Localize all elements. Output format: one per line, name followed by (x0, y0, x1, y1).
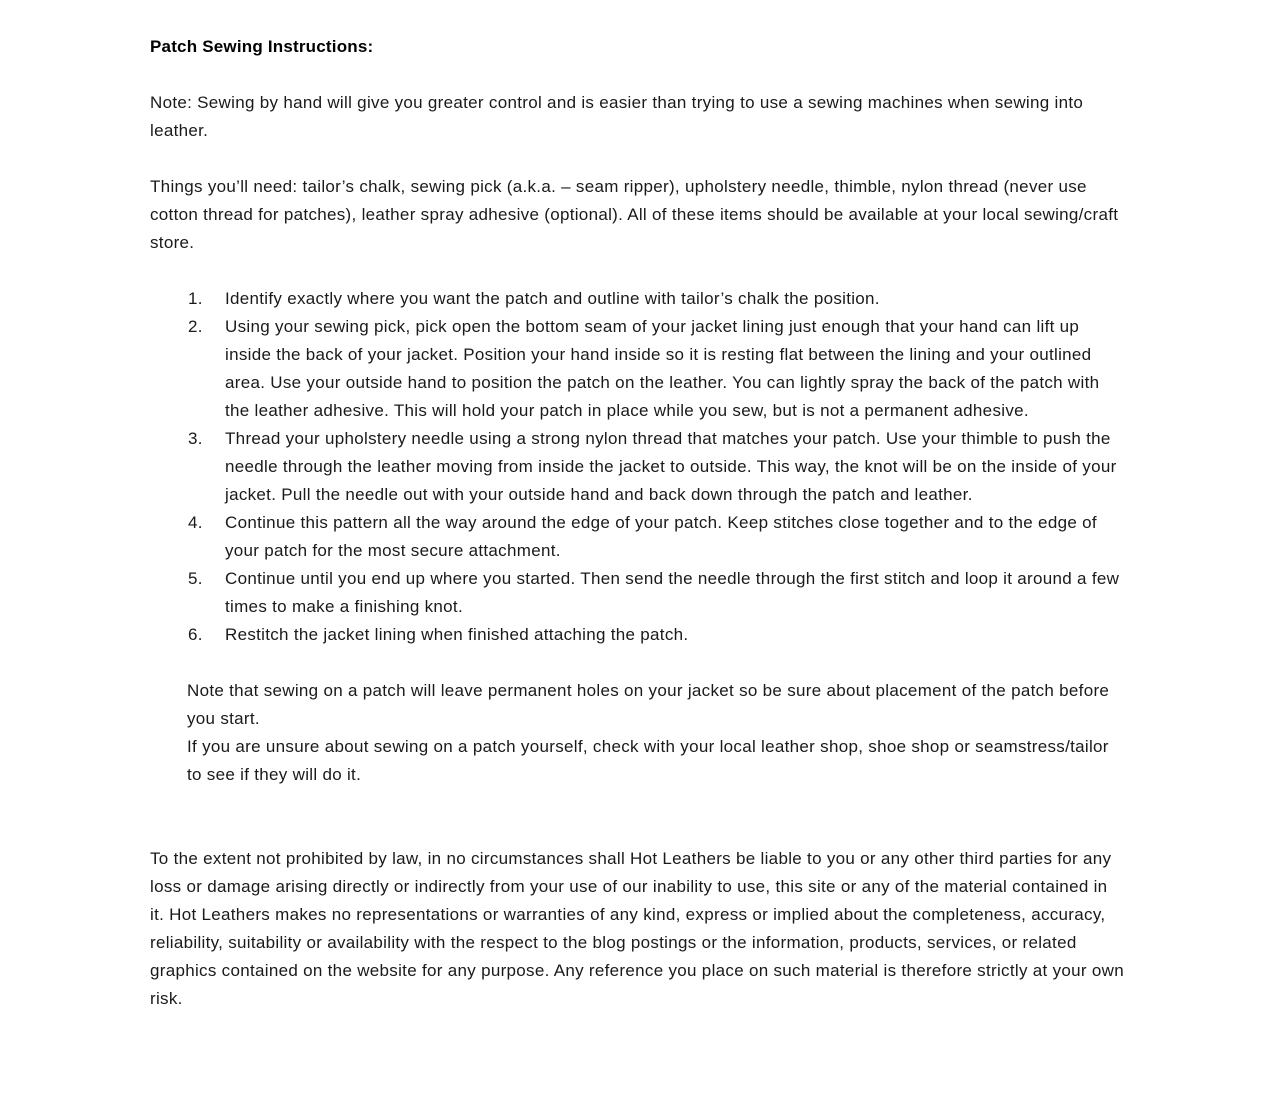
closing-notes-block (187, 677, 1125, 789)
step-item: Continue this pattern all the way around the edge of your patch. Keep stitches close together and to the edge of your patch for the most secure attachment. (225, 513, 1097, 560)
disclaimer-paragraph: To the extent not prohibited by law, in no circumstances shall Hot Leathers be liable to you or any other third parties for any loss or damage arising directly or indirectly from your use of our inability to use, this site or any of the material contained in it. Hot Leathers makes no representations or warranties of any kind, express or implied about the completeness, accuracy, reliability, suitability or availability with the respect to the blog postings or the information, products, services, or related graphics contained on the website for any purpose. Any reference you place on such material is therefore strictly at your own risk. (150, 849, 1124, 1008)
step-item: Using your sewing pick, pick open the bottom seam of your jacket lining just enough that your hand can lift up inside the back of your jacket. Position your hand inside so it is resting flat between the lining and your outlined area. Use your outside hand to position the patch on the leather. You can lightly spray the back of the patch with the leather adhesive. This will hold your patch in place while you sew, but is not a permanent adhesive. (225, 317, 1100, 420)
step-item: Thread your upholstery needle using a strong nylon thread that matches your patch. Use your thimble to push the needle through the leather moving from inside the jacket to outside. This way, the knot will be on the inside of your jacket. Pull the needle out with your outside hand and back down through the patch and leather. (225, 429, 1117, 504)
step-item: Identify exactly where you want the patch and outline with tailor’s chalk the position. (225, 289, 880, 308)
professional-referral-note: If you are unsure about sewing on a patch yourself, check with your local leather shop, shoe shop or seamstress/tailor to see if they will do it. (187, 737, 1109, 784)
document-title: Patch Sewing Instructions: (150, 37, 374, 56)
supplies-paragraph: Things you’ll need: tailor’s chalk, sewing pick (a.k.a. – seam ripper), upholstery needle, thimble, nylon thread (never use cotton thread for patches), leather spray adhesive (optional). All of these items should be available at your local sewing/craft store. (150, 177, 1119, 252)
sewing-steps-list (150, 285, 1125, 649)
step-item: Restitch the jacket lining when finished attaching the patch. (225, 625, 689, 644)
permanent-holes-note: Note that sewing on a patch will leave permanent holes on your jacket so be sure about placement of the patch before you start. (187, 681, 1110, 728)
step-item: Continue until you end up where you started. Then send the needle through the first stitch and loop it around a few times to make a finishing knot. (225, 569, 1120, 616)
hand-sewing-note-paragraph: Note: Sewing by hand will give you greater control and is easier than trying to use a sewing machines when sewing into leather. (150, 93, 1084, 140)
